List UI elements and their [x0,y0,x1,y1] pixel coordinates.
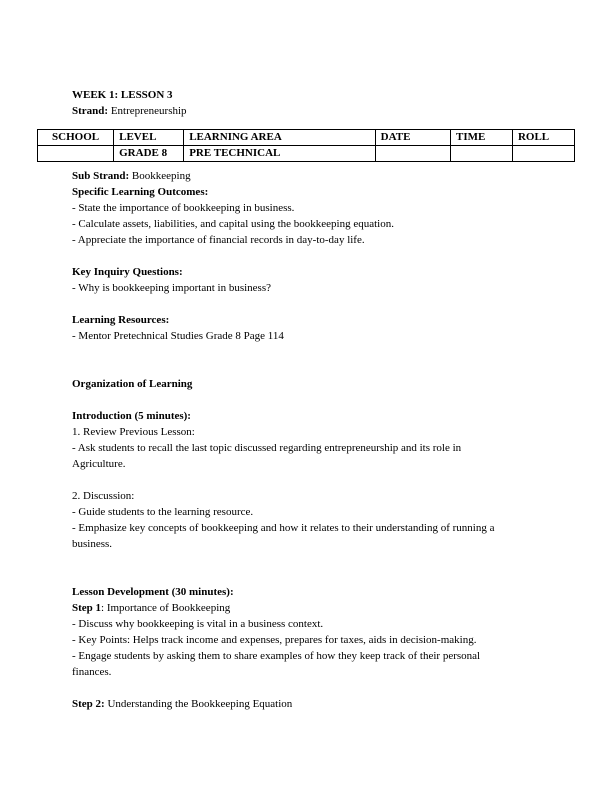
header-level: LEVEL [114,130,184,146]
dev-step2-line [72,696,552,712]
dev-step1-line [72,600,552,616]
intro-step1-line: Agriculture. [72,458,126,470]
inquiry-item: - Why is bookkeeping important in business? [72,282,271,294]
sub-strand-value: Bookkeeping [129,170,191,182]
outcomes-title: Specific Learning Outcomes: [72,186,209,198]
sub-strand-label: Sub Strand: [72,170,130,182]
sub-strand-line [72,168,552,184]
outcome-item: - State the importance of bookkeeping in business. [72,202,295,214]
value-roll [512,146,574,162]
development-title: Lesson Development (30 minutes): [72,586,234,598]
value-time [450,146,512,162]
intro-step1-line: - Ask students to recall the last topic discussed regarding entrepreneurship and its role in [72,442,462,454]
table-header-row [38,130,575,146]
lesson-info-table [37,129,575,162]
dev-step1-detail: - Engage students by asking them to share examples of how they keep track of their personal [72,650,481,662]
dev-step2-label: Step 2: [72,698,105,710]
lesson-body [72,168,552,712]
header-school: SCHOOL [38,130,114,146]
dev-step1-detail: - Discuss why bookkeeping is vital in a business context. [72,618,324,630]
value-level: GRADE 8 [114,146,184,162]
value-learning-area: PRE TECHNICAL [184,146,375,162]
week-lesson-title: WEEK 1: LESSON 3 [72,89,173,101]
strand-line [72,103,552,119]
dev-step1-value: : Importance of Bookkeeping [101,602,231,614]
strand-label: Strand: [72,105,109,117]
header-time: TIME [450,130,512,146]
inquiry-title: Key Inquiry Questions: [72,266,183,278]
lesson-header [72,87,552,119]
outcome-item: - Calculate assets, liabilities, and capital using the bookkeeping equation. [72,218,394,230]
intro-step1-title: 1. Review Previous Lesson: [72,426,195,438]
outcome-item: - Appreciate the importance of financial records in day-to-day life. [72,234,365,246]
organization-title: Organization of Learning [72,378,193,390]
resource-item: - Mentor Pretechnical Studies Grade 8 Page 114 [72,330,284,342]
header-date: DATE [375,130,450,146]
dev-step1-detail: finances. [72,666,112,678]
introduction-title: Introduction (5 minutes): [72,410,191,422]
strand-value: Entrepreneurship [108,105,187,117]
dev-step1-label: Step 1 [72,602,102,614]
intro-step2-line: - Emphasize key concepts of bookkeeping and how it relates to their understanding of running a [72,522,495,534]
header-learning-area: LEARNING AREA [184,130,375,146]
value-school [38,146,114,162]
table-value-row [38,146,575,162]
intro-step2-line: - Guide students to the learning resource. [72,506,254,518]
dev-step1-detail: - Key Points: Helps track income and expenses, prepares for taxes, aids in decision-making. [72,634,477,646]
dev-step2-value: Understanding the Bookkeeping Equation [104,698,293,710]
intro-step2-title: 2. Discussion: [72,490,135,502]
resources-title: Learning Resources: [72,314,170,326]
header-roll: ROLL [512,130,574,146]
intro-step2-line: business. [72,538,113,550]
value-date [375,146,450,162]
